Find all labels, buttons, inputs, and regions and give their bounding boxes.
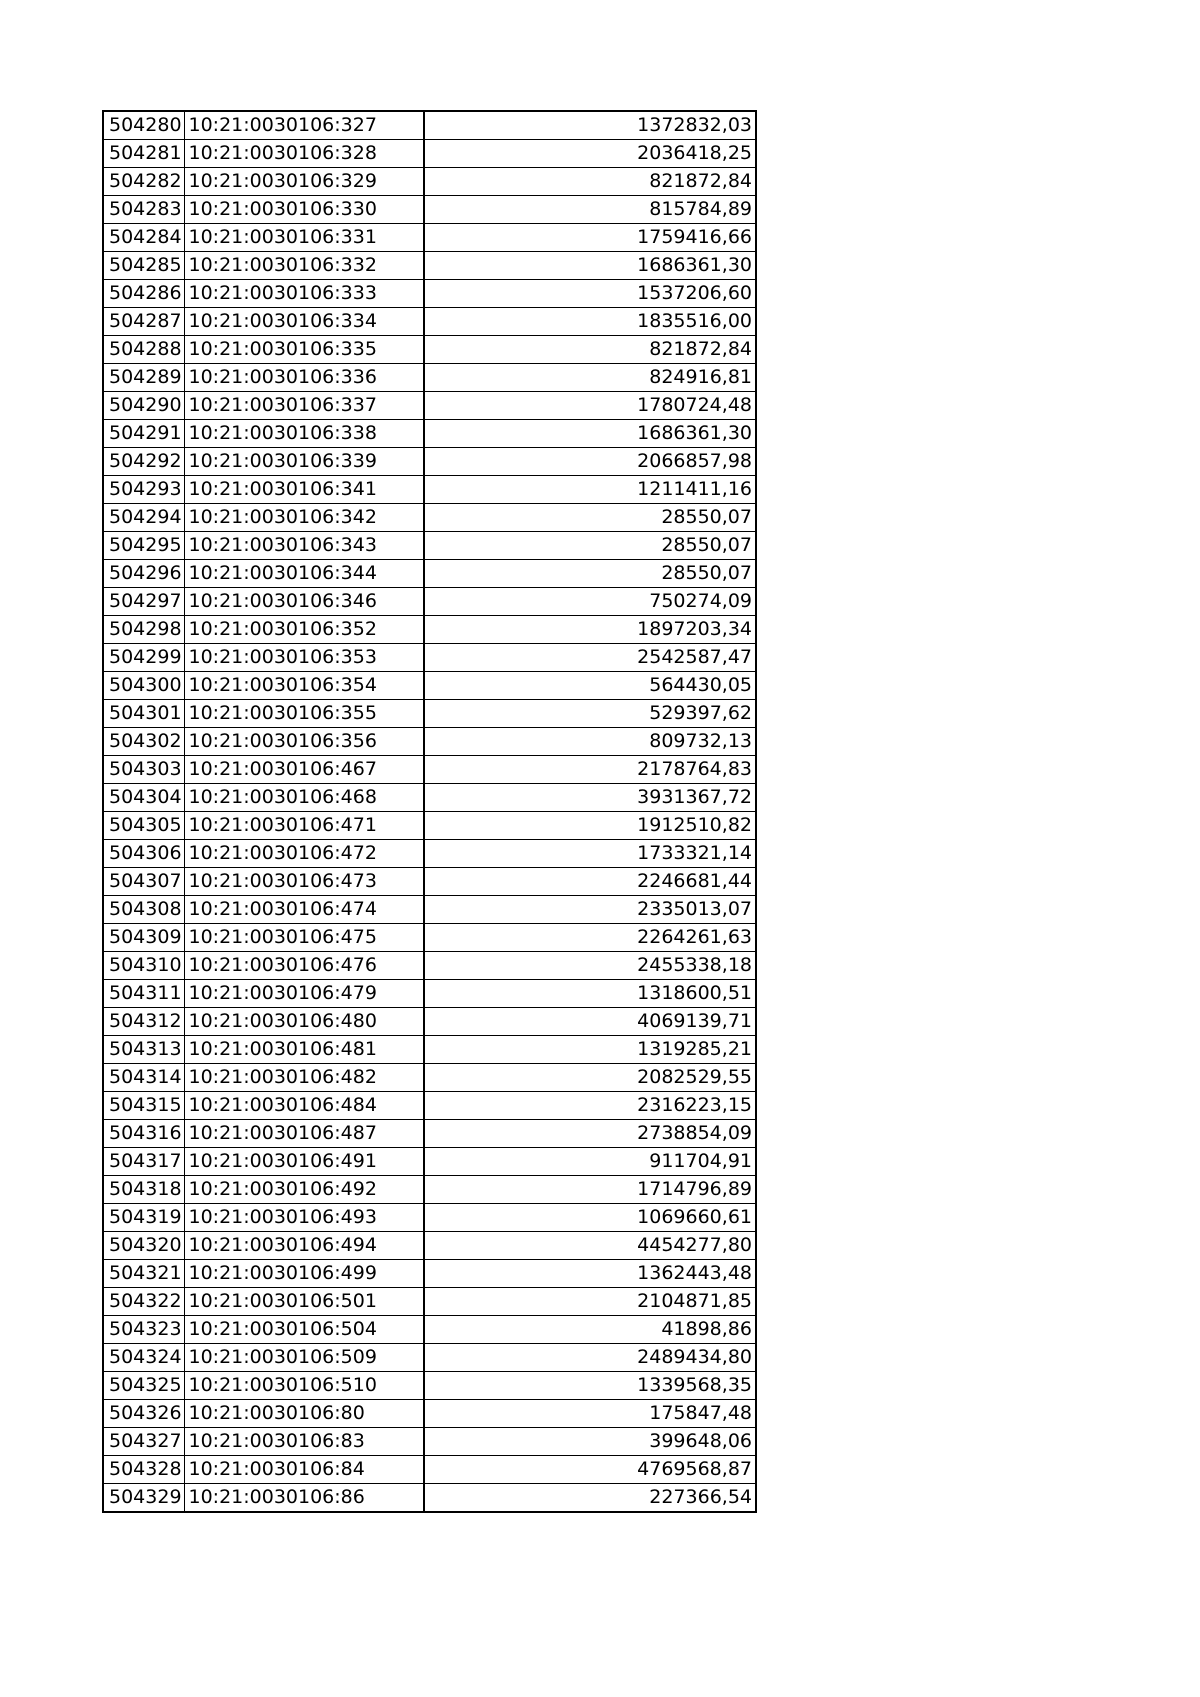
value-cell: 1780724,48 (424, 392, 756, 420)
row-id-cell: 504280 (103, 111, 184, 140)
row-id-cell: 504312 (103, 1008, 184, 1036)
value-cell: 2738854,09 (424, 1120, 756, 1148)
value-cell: 3931367,72 (424, 784, 756, 812)
value-cell: 1759416,66 (424, 224, 756, 252)
cadastral-number-cell: 10:21:0030106:356 (184, 728, 424, 756)
table-row (103, 1232, 756, 1260)
cadastral-number-cell: 10:21:0030106:482 (184, 1064, 424, 1092)
cadastral-number-cell: 10:21:0030106:334 (184, 308, 424, 336)
row-id-cell: 504300 (103, 672, 184, 700)
table-row (103, 840, 756, 868)
value-cell: 4069139,71 (424, 1008, 756, 1036)
cadastral-number-cell: 10:21:0030106:504 (184, 1316, 424, 1344)
value-cell: 1733321,14 (424, 840, 756, 868)
value-cell: 2036418,25 (424, 140, 756, 168)
table-row (103, 1092, 756, 1120)
value-cell: 41898,86 (424, 1316, 756, 1344)
row-id-cell: 504317 (103, 1148, 184, 1176)
table-row (103, 644, 756, 672)
row-id-cell: 504299 (103, 644, 184, 672)
table-row (103, 392, 756, 420)
value-cell: 1714796,89 (424, 1176, 756, 1204)
table-row (103, 280, 756, 308)
row-id-cell: 504327 (103, 1428, 184, 1456)
table-row (103, 868, 756, 896)
table-row (103, 448, 756, 476)
value-cell: 1362443,48 (424, 1260, 756, 1288)
cadastral-number-cell: 10:21:0030106:84 (184, 1456, 424, 1484)
value-cell: 2104871,85 (424, 1288, 756, 1316)
table-row (103, 756, 756, 784)
table-row (103, 980, 756, 1008)
cadastral-number-cell: 10:21:0030106:472 (184, 840, 424, 868)
table-row (103, 1204, 756, 1232)
value-cell: 1211411,16 (424, 476, 756, 504)
table-row (103, 700, 756, 728)
table-row (103, 1400, 756, 1428)
value-cell: 2178764,83 (424, 756, 756, 784)
table-row (103, 1036, 756, 1064)
table-row (103, 1120, 756, 1148)
value-cell: 821872,84 (424, 168, 756, 196)
table-row (103, 1064, 756, 1092)
value-cell: 4769568,87 (424, 1456, 756, 1484)
data-table (102, 110, 757, 1513)
row-id-cell: 504283 (103, 196, 184, 224)
table-row (103, 504, 756, 532)
cadastral-number-cell: 10:21:0030106:341 (184, 476, 424, 504)
cadastral-number-cell: 10:21:0030106:492 (184, 1176, 424, 1204)
table-row (103, 952, 756, 980)
cadastral-number-cell: 10:21:0030106:479 (184, 980, 424, 1008)
row-id-cell: 504292 (103, 448, 184, 476)
table-row (103, 812, 756, 840)
table-row (103, 1148, 756, 1176)
value-cell: 2082529,55 (424, 1064, 756, 1092)
table-row (103, 111, 756, 140)
row-id-cell: 504308 (103, 896, 184, 924)
table-row (103, 1316, 756, 1344)
row-id-cell: 504293 (103, 476, 184, 504)
value-cell: 1912510,82 (424, 812, 756, 840)
cadastral-number-cell: 10:21:0030106:481 (184, 1036, 424, 1064)
cadastral-number-cell: 10:21:0030106:509 (184, 1344, 424, 1372)
value-cell: 1897203,34 (424, 616, 756, 644)
cadastral-number-cell: 10:21:0030106:86 (184, 1484, 424, 1513)
cadastral-number-cell: 10:21:0030106:336 (184, 364, 424, 392)
cadastral-number-cell: 10:21:0030106:476 (184, 952, 424, 980)
row-id-cell: 504329 (103, 1484, 184, 1513)
cadastral-number-cell: 10:21:0030106:329 (184, 168, 424, 196)
table-row (103, 616, 756, 644)
cadastral-number-cell: 10:21:0030106:332 (184, 252, 424, 280)
table-row (103, 1372, 756, 1400)
cadastral-number-cell: 10:21:0030106:339 (184, 448, 424, 476)
row-id-cell: 504310 (103, 952, 184, 980)
value-cell: 28550,07 (424, 560, 756, 588)
cadastral-number-cell: 10:21:0030106:475 (184, 924, 424, 952)
row-id-cell: 504294 (103, 504, 184, 532)
cadastral-number-cell: 10:21:0030106:344 (184, 560, 424, 588)
table-row (103, 196, 756, 224)
value-cell: 2066857,98 (424, 448, 756, 476)
value-cell: 911704,91 (424, 1148, 756, 1176)
table-row (103, 924, 756, 952)
table-row (103, 784, 756, 812)
row-id-cell: 504291 (103, 420, 184, 448)
table-row (103, 252, 756, 280)
row-id-cell: 504302 (103, 728, 184, 756)
row-id-cell: 504284 (103, 224, 184, 252)
row-id-cell: 504288 (103, 336, 184, 364)
table-row (103, 672, 756, 700)
cadastral-number-cell: 10:21:0030106:335 (184, 336, 424, 364)
row-id-cell: 504296 (103, 560, 184, 588)
row-id-cell: 504305 (103, 812, 184, 840)
value-cell: 399648,06 (424, 1428, 756, 1456)
value-cell: 824916,81 (424, 364, 756, 392)
row-id-cell: 504311 (103, 980, 184, 1008)
row-id-cell: 504304 (103, 784, 184, 812)
table-row (103, 336, 756, 364)
value-cell: 750274,09 (424, 588, 756, 616)
table-row (103, 1428, 756, 1456)
row-id-cell: 504309 (103, 924, 184, 952)
table-row (103, 1008, 756, 1036)
cadastral-number-cell: 10:21:0030106:487 (184, 1120, 424, 1148)
cadastral-number-cell: 10:21:0030106:333 (184, 280, 424, 308)
row-id-cell: 504301 (103, 700, 184, 728)
row-id-cell: 504303 (103, 756, 184, 784)
row-id-cell: 504295 (103, 532, 184, 560)
value-cell: 2335013,07 (424, 896, 756, 924)
value-cell: 28550,07 (424, 532, 756, 560)
row-id-cell: 504323 (103, 1316, 184, 1344)
value-cell: 809732,13 (424, 728, 756, 756)
row-id-cell: 504316 (103, 1120, 184, 1148)
cadastral-number-cell: 10:21:0030106:501 (184, 1288, 424, 1316)
cadastral-number-cell: 10:21:0030106:352 (184, 616, 424, 644)
table-row (103, 1260, 756, 1288)
table-row (103, 420, 756, 448)
value-cell: 529397,62 (424, 700, 756, 728)
value-cell: 28550,07 (424, 504, 756, 532)
cadastral-number-cell: 10:21:0030106:327 (184, 111, 424, 140)
row-id-cell: 504285 (103, 252, 184, 280)
row-id-cell: 504287 (103, 308, 184, 336)
row-id-cell: 504324 (103, 1344, 184, 1372)
cadastral-number-cell: 10:21:0030106:471 (184, 812, 424, 840)
value-cell: 1835516,00 (424, 308, 756, 336)
table-row (103, 308, 756, 336)
row-id-cell: 504326 (103, 1400, 184, 1428)
table-row (103, 1176, 756, 1204)
cadastral-number-cell: 10:21:0030106:346 (184, 588, 424, 616)
value-cell: 2489434,80 (424, 1344, 756, 1372)
table-body (103, 111, 756, 1512)
cadastral-number-cell: 10:21:0030106:494 (184, 1232, 424, 1260)
row-id-cell: 504307 (103, 868, 184, 896)
row-id-cell: 504315 (103, 1092, 184, 1120)
table-row (103, 896, 756, 924)
value-cell: 1537206,60 (424, 280, 756, 308)
cadastral-number-cell: 10:21:0030106:354 (184, 672, 424, 700)
table-row (103, 1484, 756, 1513)
value-cell: 1069660,61 (424, 1204, 756, 1232)
row-id-cell: 504282 (103, 168, 184, 196)
cadastral-number-cell: 10:21:0030106:473 (184, 868, 424, 896)
table-row (103, 224, 756, 252)
cadastral-number-cell: 10:21:0030106:355 (184, 700, 424, 728)
value-cell: 1318600,51 (424, 980, 756, 1008)
value-cell: 1372832,03 (424, 111, 756, 140)
value-cell: 2542587,47 (424, 644, 756, 672)
row-id-cell: 504314 (103, 1064, 184, 1092)
cadastral-number-cell: 10:21:0030106:331 (184, 224, 424, 252)
value-cell: 2316223,15 (424, 1092, 756, 1120)
value-cell: 564430,05 (424, 672, 756, 700)
value-cell: 1686361,30 (424, 252, 756, 280)
row-id-cell: 504298 (103, 616, 184, 644)
table-row (103, 560, 756, 588)
value-cell: 1339568,35 (424, 1372, 756, 1400)
row-id-cell: 504297 (103, 588, 184, 616)
value-cell: 821872,84 (424, 336, 756, 364)
row-id-cell: 504328 (103, 1456, 184, 1484)
row-id-cell: 504313 (103, 1036, 184, 1064)
value-cell: 1319285,21 (424, 1036, 756, 1064)
cadastral-number-cell: 10:21:0030106:499 (184, 1260, 424, 1288)
table-row (103, 1456, 756, 1484)
cadastral-number-cell: 10:21:0030106:338 (184, 420, 424, 448)
row-id-cell: 504281 (103, 140, 184, 168)
document-page (102, 110, 757, 1513)
cadastral-number-cell: 10:21:0030106:342 (184, 504, 424, 532)
cadastral-number-cell: 10:21:0030106:480 (184, 1008, 424, 1036)
row-id-cell: 504306 (103, 840, 184, 868)
cadastral-number-cell: 10:21:0030106:337 (184, 392, 424, 420)
value-cell: 815784,89 (424, 196, 756, 224)
value-cell: 2246681,44 (424, 868, 756, 896)
table-row (103, 364, 756, 392)
table-row (103, 532, 756, 560)
cadastral-number-cell: 10:21:0030106:468 (184, 784, 424, 812)
table-row (103, 588, 756, 616)
table-row (103, 140, 756, 168)
row-id-cell: 504286 (103, 280, 184, 308)
cadastral-number-cell: 10:21:0030106:484 (184, 1092, 424, 1120)
value-cell: 175847,48 (424, 1400, 756, 1428)
table-row (103, 476, 756, 504)
row-id-cell: 504325 (103, 1372, 184, 1400)
value-cell: 227366,54 (424, 1484, 756, 1513)
row-id-cell: 504319 (103, 1204, 184, 1232)
row-id-cell: 504289 (103, 364, 184, 392)
cadastral-number-cell: 10:21:0030106:491 (184, 1148, 424, 1176)
table-row (103, 1288, 756, 1316)
cadastral-number-cell: 10:21:0030106:80 (184, 1400, 424, 1428)
cadastral-number-cell: 10:21:0030106:330 (184, 196, 424, 224)
value-cell: 2455338,18 (424, 952, 756, 980)
table-row (103, 168, 756, 196)
cadastral-number-cell: 10:21:0030106:510 (184, 1372, 424, 1400)
cadastral-number-cell: 10:21:0030106:83 (184, 1428, 424, 1456)
cadastral-number-cell: 10:21:0030106:343 (184, 532, 424, 560)
value-cell: 4454277,80 (424, 1232, 756, 1260)
cadastral-number-cell: 10:21:0030106:474 (184, 896, 424, 924)
row-id-cell: 504321 (103, 1260, 184, 1288)
cadastral-number-cell: 10:21:0030106:353 (184, 644, 424, 672)
value-cell: 2264261,63 (424, 924, 756, 952)
cadastral-number-cell: 10:21:0030106:467 (184, 756, 424, 784)
cadastral-number-cell: 10:21:0030106:493 (184, 1204, 424, 1232)
row-id-cell: 504290 (103, 392, 184, 420)
row-id-cell: 504322 (103, 1288, 184, 1316)
row-id-cell: 504318 (103, 1176, 184, 1204)
row-id-cell: 504320 (103, 1232, 184, 1260)
table-row (103, 1344, 756, 1372)
table-row (103, 728, 756, 756)
cadastral-number-cell: 10:21:0030106:328 (184, 140, 424, 168)
value-cell: 1686361,30 (424, 420, 756, 448)
